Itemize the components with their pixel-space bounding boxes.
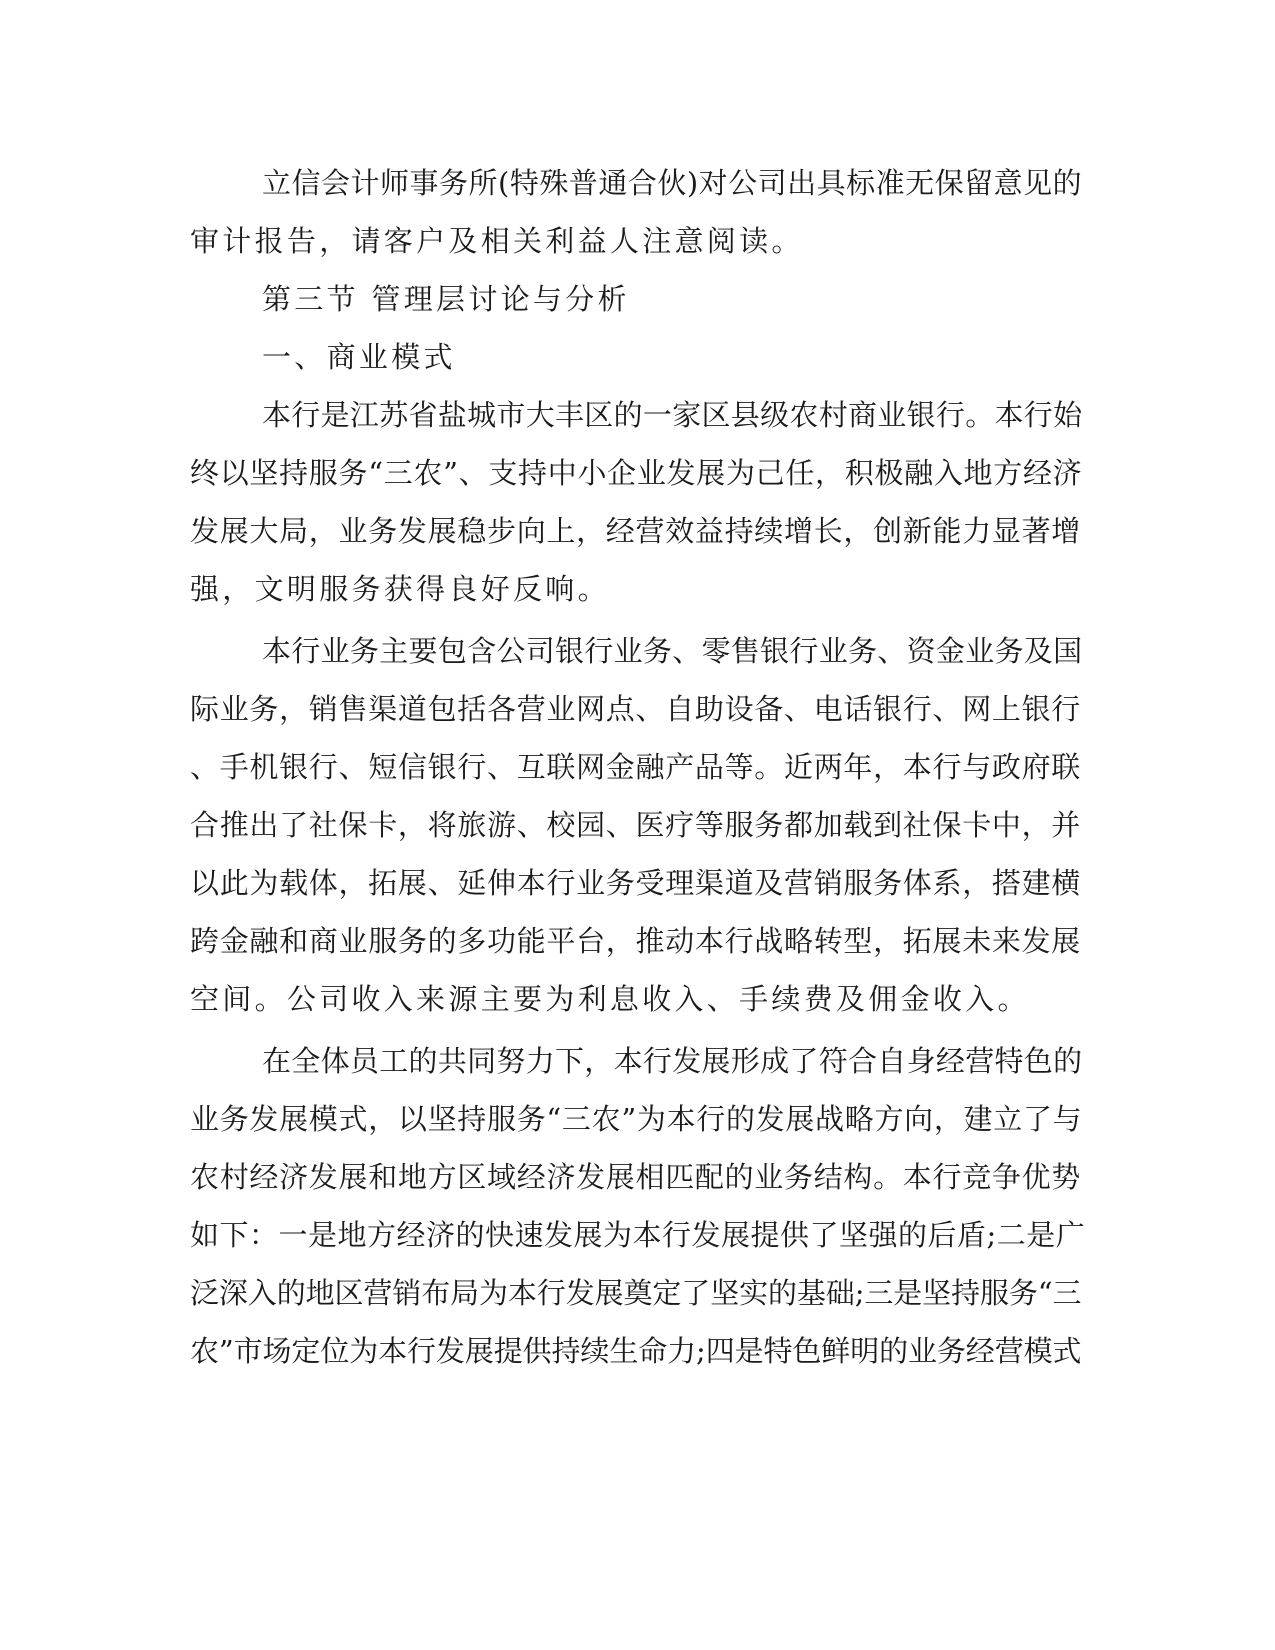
- text-line: 本行是江苏省盐城市大丰区的一家区县级农村商业银行。本行始: [262, 398, 1083, 432]
- text-line: 本行业务主要包含公司银行业务、零售银行业务、资金业务及国: [262, 634, 1083, 668]
- text-line: 终以坚持服务“三农”、支持中小企业发展为己任，积极融入地方经济: [190, 456, 1083, 490]
- text-line: 业务发展模式，以坚持服务“三农”为本行的发展战略方向，建立了与: [190, 1102, 1083, 1136]
- text-line: 在全体员工的共同努力下，本行发展形成了符合自身经营特色的: [262, 1044, 1083, 1078]
- text-line: 以此为载体，拓展、延伸本行业务受理渠道及营销服务体系，搭建横: [190, 866, 1082, 900]
- text-line: 如下：一是地方经济的快速发展为本行发展提供了坚强的后盾;二是广: [190, 1218, 1086, 1252]
- text-line: 跨金融和商业服务的多功能平台，推动本行战略转型，拓展未来发展: [190, 924, 1082, 958]
- text-line: 立信会计师事务所(特殊普通合伙)对公司出具标准无保留意见的: [262, 166, 1083, 200]
- text-line: 空间。公司收入来源主要为利息收入、手续费及佣金收入。: [190, 982, 1030, 1016]
- text-line: 泛深入的地区营销布局为本行发展奠定了坚实的基础;三是坚持服务“三: [190, 1276, 1082, 1310]
- text-line: 农”市场定位为本行发展提供持续生命力;四是特色鲜明的业务经营模式: [190, 1334, 1082, 1368]
- subsection-heading: 一、商业模式: [262, 340, 456, 374]
- text-line: 际业务，销售渠道包括各营业网点、自助设备、电话银行、网上银行: [190, 692, 1082, 726]
- text-line: 审计报告，请客户及相关利益人注意阅读。: [190, 224, 804, 258]
- text-line: 、手机银行、短信银行、互联网金融产品等。近两年，本行与政府联: [190, 750, 1082, 784]
- text-line: 发展大局，业务发展稳步向上，经营效益持续增长，创新能力显著增: [190, 514, 1082, 548]
- section-heading: 第三节 管理层讨论与分析: [262, 282, 630, 316]
- text-line: 合推出了社保卡，将旅游、校园、医疗等服务都加载到社保卡中，并: [190, 808, 1082, 842]
- text-line: 强，文明服务获得良好反响。: [190, 572, 610, 606]
- text-line: 农村经济发展和地方区域经济发展相匹配的业务结构。本行竞争优势: [190, 1160, 1082, 1194]
